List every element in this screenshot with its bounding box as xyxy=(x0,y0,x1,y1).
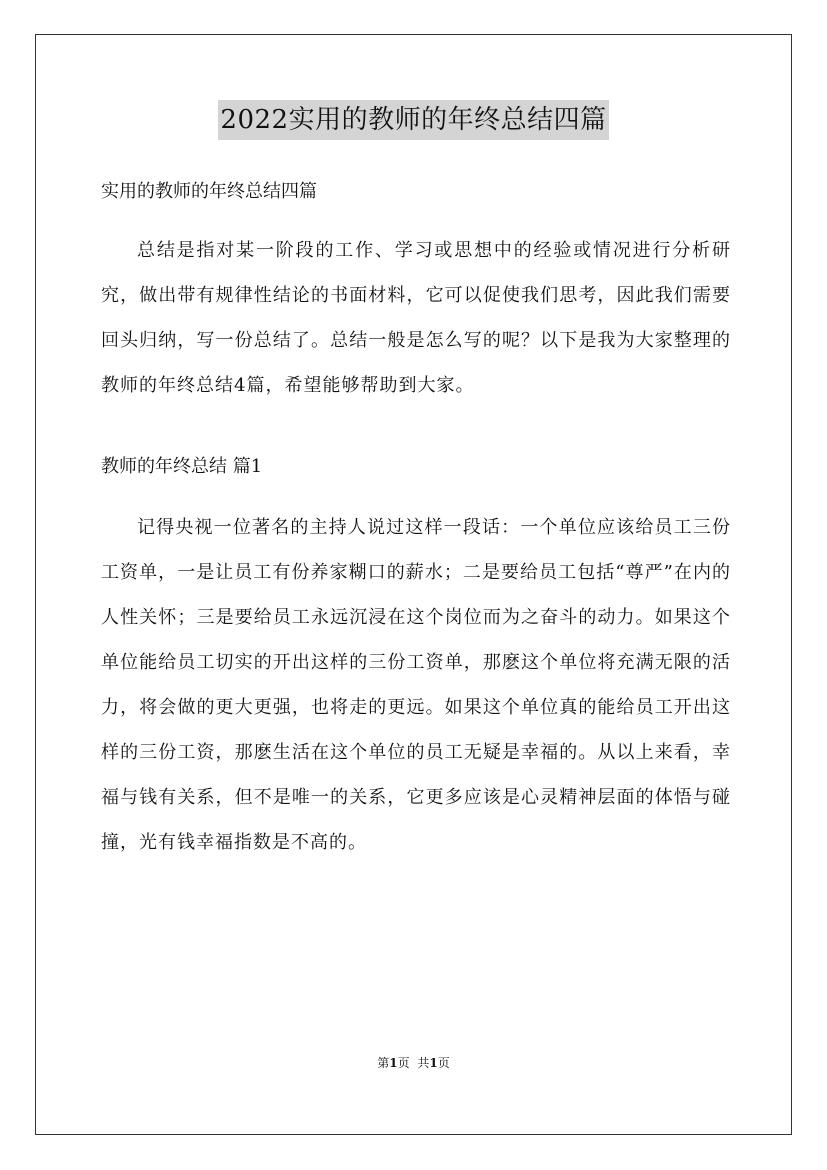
page-prefix: 第 xyxy=(377,1056,390,1070)
body-paragraph: 记得央视一位著名的主持人说过这样一段话：一个单位应该给员工三份工资单，一是让员工有份养家糊口的薪水；二是要给员工包括“尊严”在内的人性关怀；三是要给员工永远沉浸在这个岗位而为之奋斗的动力。如果这个单位能给员工切实的开出这样的三份工资单，那麽这个单位将充满无限的活力，将会做的更大更强，也将走的更远。如果这个单位真的能给员工开出这样的三份工资，那麽生活在这个单位的员工无疑是幸福的。从以上来看，幸福与钱有关系，但不是唯一的关系，它更多应该是心灵精神层面的体悟与碰撞，光有钱幸福指数是不高的。 xyxy=(101,517,731,853)
document-body xyxy=(101,172,731,865)
intro-paragraph: 总结是指对某一阶段的工作、学习或思想中的经验或情况进行分析研究，做出带有规律性结论的书面材料，它可以促使我们思考，因此我们需要回头归纳，写一份总结了。总结一般是怎么写的呢？以下是我为大家整理的教师的年终总结4篇，希望能够帮助到大家。 xyxy=(101,240,731,396)
page-suffix: 页 xyxy=(397,1056,410,1070)
total-suffix: 页 xyxy=(437,1056,450,1070)
total-prefix: 共 xyxy=(417,1056,430,1070)
page-current: 1 xyxy=(389,1056,398,1070)
title-area xyxy=(0,100,827,140)
section-heading: 教师的年终总结 篇1 xyxy=(101,456,263,477)
document-title: 2022实用的教师的年终总结四篇 xyxy=(218,100,608,140)
page-total: 1 xyxy=(429,1056,438,1070)
document-subtitle: 实用的教师的年终总结四篇 xyxy=(101,181,317,202)
page-footer xyxy=(0,1055,827,1071)
